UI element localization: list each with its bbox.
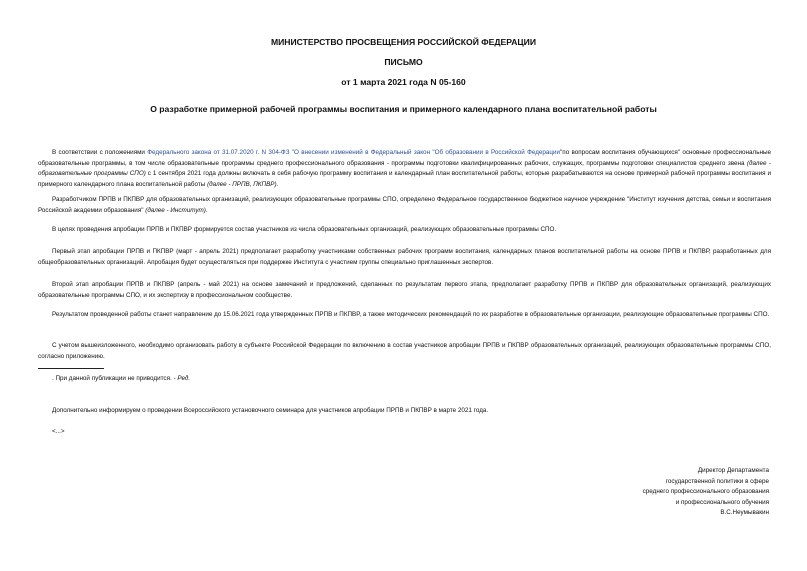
paragraph-1-text-2: с 1 сентября 2021 года должны включать в себя рабочую программу воспитания и календарный план воспитательной работы, которые разрабатываются на основе примерной рабочей программы воспитания и примерного календарного плана воспитательной работы	[38, 170, 771, 188]
footnote-text: . При данной публикации не приводится. -	[52, 375, 178, 382]
federal-law-link[interactable]: Федерального закона от 31.07.2020 г. N 304-ФЗ "О внесении изменений в Федеральный закон "	[147, 149, 435, 156]
signature-line-4: и профессионального обучения	[675, 498, 769, 506]
paragraph-3: В целях проведения апробации ПРПВ и ПКПВР формируется состав участников из числа образовательных организаций, реализующих образовательные программы СПО.	[52, 226, 557, 233]
paragraph-1-italic-2: (далее - ПРПВ, ПКПВР)	[207, 180, 277, 188]
paragraph-4: Первый этап апробации ПРПВ и ПКПВР (март - апрель 2021) предполагает разработку участниками собственных рабочих программ воспитания, календарных планов воспитательной работы на основе ПРПВ и ПКПВР, разработанных для общеобразовательных организаций. Апробация будет осуществляться при поддержке Института с участием группы специально приглашенных экспертов.	[38, 248, 771, 266]
paragraph-2	[38, 195, 771, 216]
paragraph-1-text: "по вопросам воспитания обучающихся" основные профессиональные образовательные программы, в том числе образовательные программы среднего профессионального образования - программы подготовки квалифицированных рабочих, служащих, программы подготовки специалистов среднего звена	[38, 149, 771, 167]
document-subject: О разработке примерной рабочей программы воспитания и примерного календарного плана воспитательной работы	[150, 104, 657, 114]
signature-name: В.С.Неумывакин	[720, 509, 769, 517]
signature-line-1: Директор Департамента	[697, 467, 769, 474]
document-type: ПИСЬМО	[384, 57, 423, 67]
paragraph-2-italic: (далее - Институт)	[145, 206, 206, 214]
paragraph-7-end: .	[102, 352, 105, 360]
document-date-number: от 1 марта 2021 года N 05-160	[341, 77, 466, 87]
paragraph-1-prefix: В соответствии с положениями	[52, 149, 148, 156]
additional-info: Дополнительно информируем о проведении Всероссийского установочного семинара для участников апробации ПРПВ и ПКПВР в марте 2021 года.	[52, 407, 489, 414]
ministry-title: МИНИСТЕРСТВО ПРОСВЕЩЕНИЯ РОССИЙСКОЙ ФЕДЕРАЦИИ	[270, 37, 537, 47]
paragraph-5: Второй этап апробации ПРПВ и ПКПВР (апрель - май 2021) на основе замечаний и предложений, сделанных по результатам первого этапа, предполагает разработку ПРПВ и ПКПВР для образовательных организаций, реализующих образовательные программы СПО, и их экспертизу в профессиональном сообществе.	[38, 281, 771, 299]
paragraph-2-text: Разработчиком ПРПВ и ПКПВР для образовательных организаций, реализующих образовательные программы СПО, определено Федеральное государственное бюджетное научное учреждение "Институт изучения детства, семьи и воспитания Российской академии образования"	[38, 196, 771, 214]
footnote	[52, 374, 190, 385]
footnote-italic: Ред.	[177, 375, 191, 382]
paragraph-1-italic-1: (далее - образовательные программы СПО)	[38, 159, 771, 178]
paragraph-1	[38, 148, 771, 190]
paragraph-7-text: С учетом вышеизложенного, необходимо организовать работу в субъекте Российской Федерации по включению в состав участников апробации ПРПВ и ПКПВР образовательных организаций, реализующих образовательные программы СПО, согласно приложению	[38, 342, 771, 360]
footnote-divider	[38, 368, 104, 369]
signature-line-3: среднего профессионального образования	[642, 488, 769, 496]
paragraph-1-end: .	[276, 180, 279, 188]
omission-mark: <...>	[52, 428, 65, 435]
paragraph-6: Результатом проведенной работы станет направление до 15.06.2021 года утвержденных ПРПВ и ПКПВР, а также методических рекомендаций по их разработке в образовательные организации, реализующие образовательные программы СПО.	[52, 311, 770, 318]
signature-block	[643, 466, 769, 519]
paragraph-7	[38, 341, 771, 362]
signature-line-2: государственной политики в сфере	[665, 477, 769, 485]
education-law-link[interactable]: Об образовании в Российской Федерации	[434, 149, 561, 156]
paragraph-2-end: .	[205, 206, 208, 214]
